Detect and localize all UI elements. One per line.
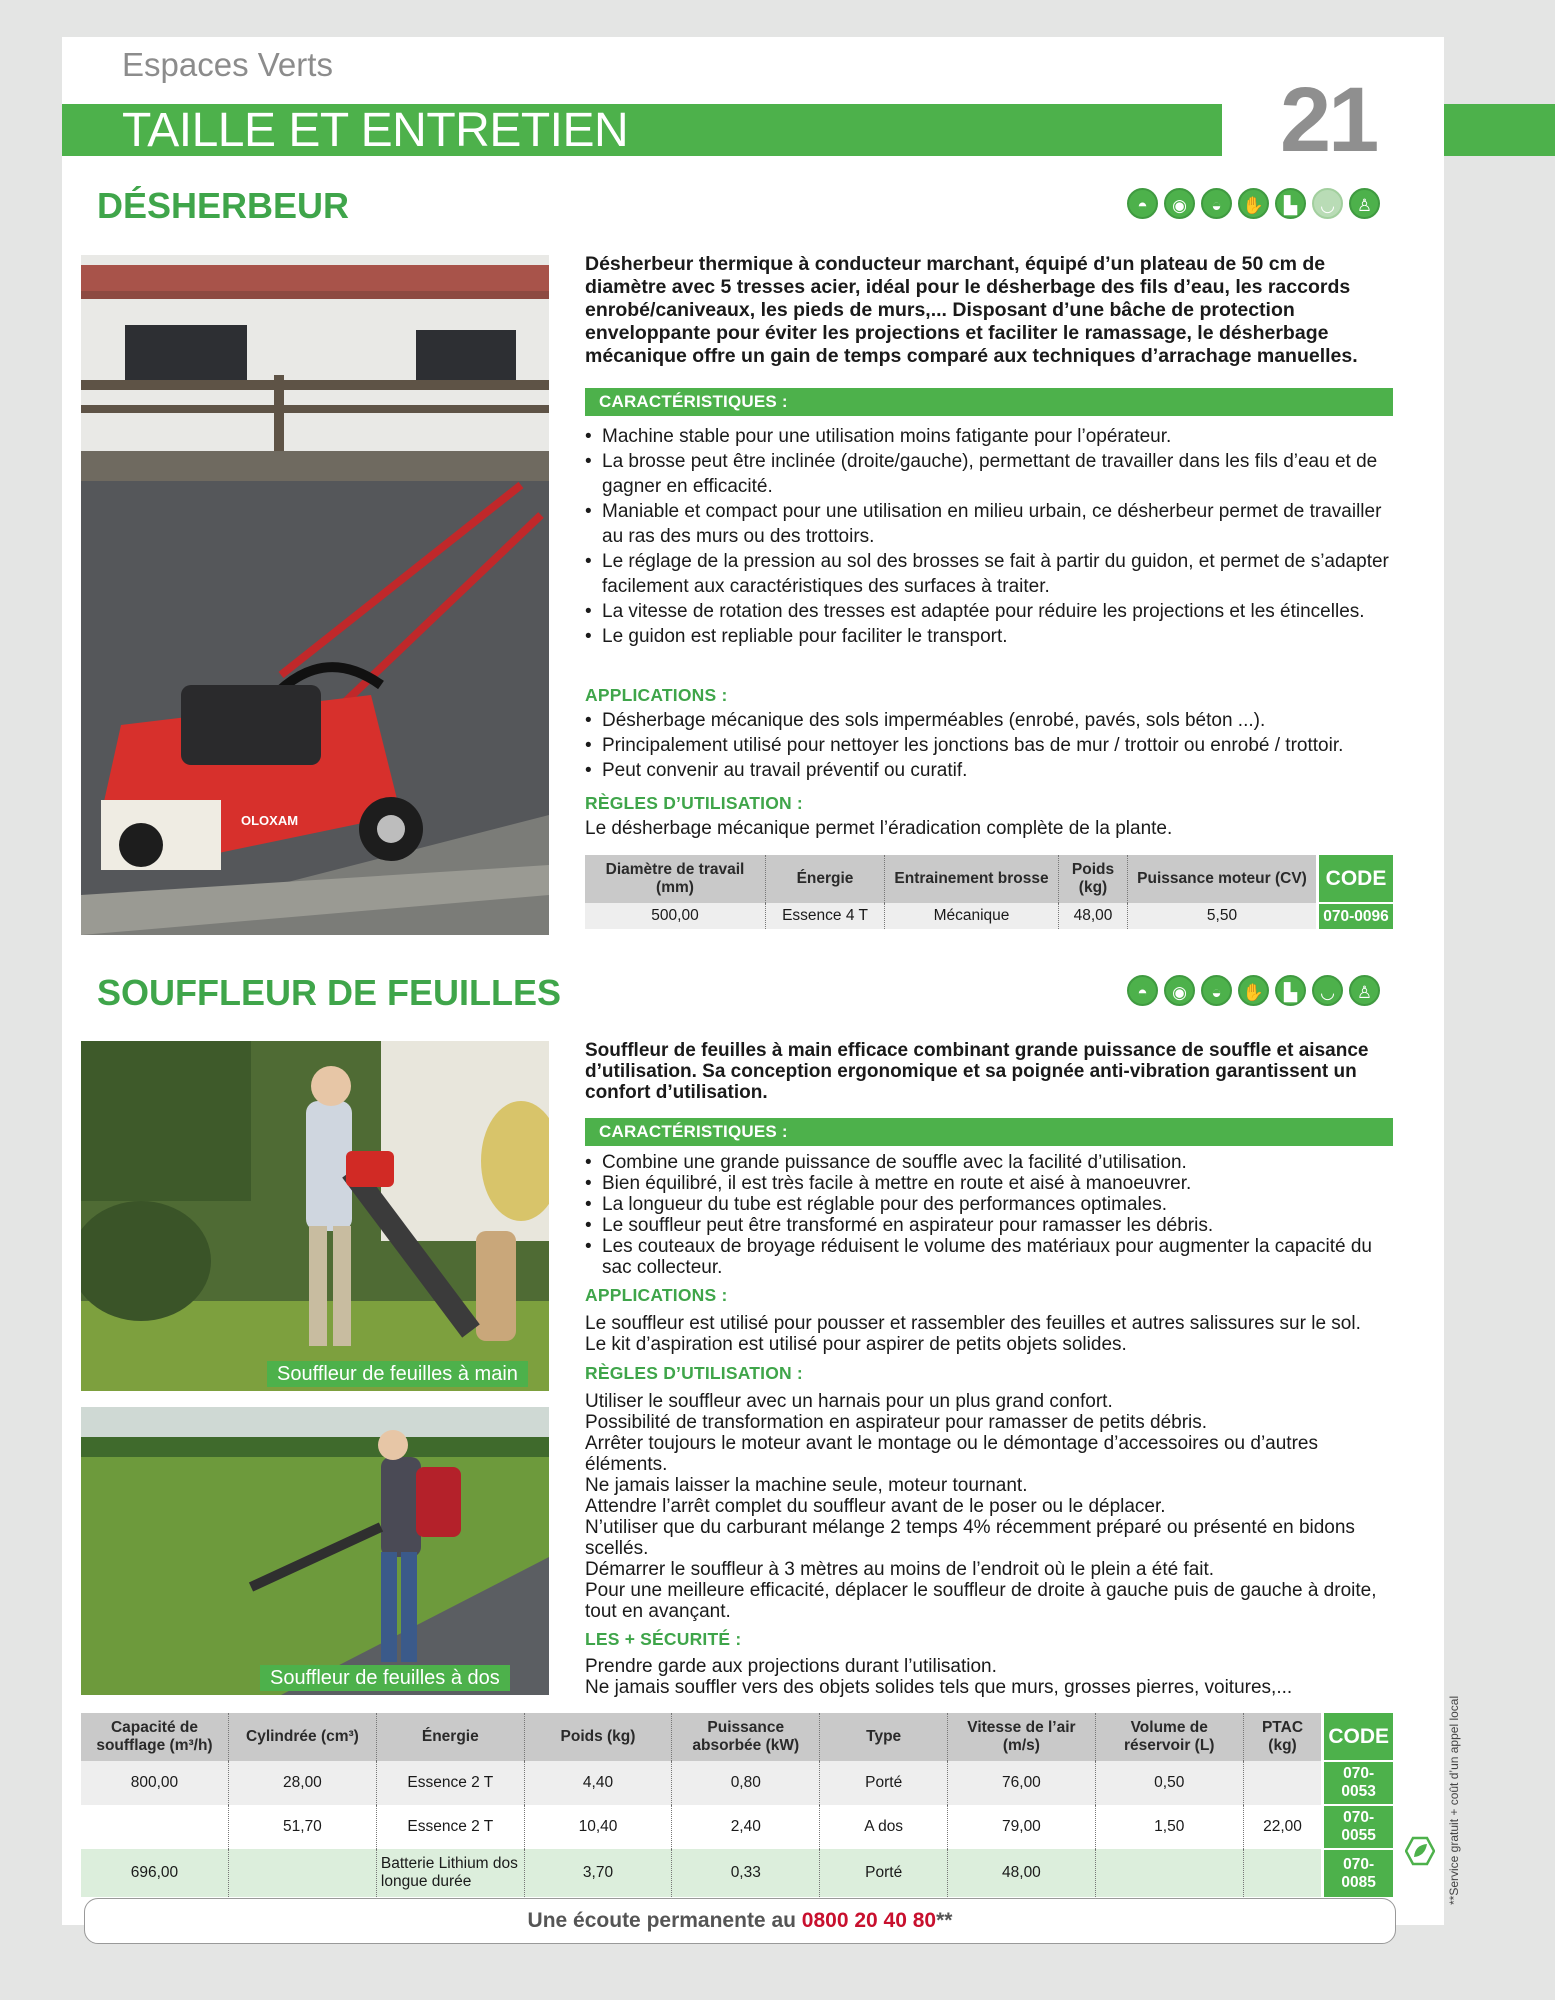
safety-boots-icon: ▙ xyxy=(1275,975,1306,1006)
regle-line: Pour une meilleure efficacité, déplacer le souffleur de droite à gauche puis de gauche à droite, tout en avançant. xyxy=(585,1580,1377,1622)
table-cell: Mécanique xyxy=(885,903,1059,929)
table-header-row xyxy=(585,855,1393,903)
list-item: • La brosse peut être inclinée (droite/gauche), permettant de travailler dans les fils d’eau et de gagner en efficacité. xyxy=(585,449,1395,499)
col-energie: Énergie xyxy=(376,1713,524,1761)
page-title: TAILLE ET ENTRETIEN xyxy=(122,104,629,157)
souffleur-dos-caption: Souffleur de feuilles à dos xyxy=(260,1665,510,1691)
securite-line: Ne jamais souffler vers des objets solides tels que murs, grosses pierres, voitures,... xyxy=(585,1677,1293,1698)
table-cell: 10,40 xyxy=(524,1805,672,1849)
protective-glasses-icon: ◓ xyxy=(1127,975,1158,1006)
table-cell xyxy=(1243,1849,1323,1897)
table-cell: 0,80 xyxy=(672,1761,820,1805)
souffleur-securite xyxy=(585,1656,1395,1698)
souffleur-caracteristiques-bar: CARACTÉRISTIQUES : xyxy=(585,1118,1393,1146)
list-item: • Désherbage mécanique des sols imperméables (enrobé, pavés, sols béton ...). xyxy=(585,708,1395,733)
souffleur-main-photo xyxy=(81,1041,549,1391)
table-cell: Essence 2 T xyxy=(376,1805,524,1849)
table-cell: 800,00 xyxy=(81,1761,228,1805)
desherbeur-caracteristiques-bar: CARACTÉRISTIQUES : xyxy=(585,388,1393,416)
gloves-icon: ✋ xyxy=(1238,188,1269,219)
col-capacite: Capacité de soufflage (m³/h) xyxy=(81,1713,228,1761)
table-row xyxy=(81,1849,1393,1897)
hotline-stars: ** xyxy=(936,1909,953,1932)
souffleur-regles xyxy=(585,1391,1395,1622)
safety-boots-icon: ▙ xyxy=(1275,188,1306,219)
protective-clothing-icon: ♙ xyxy=(1349,975,1380,1006)
hotline-text: Une écoute permanente au xyxy=(527,1909,796,1932)
col-poids: Poids (kg) xyxy=(524,1713,672,1761)
col-puissance: Puissance absorbée (kW) xyxy=(672,1713,820,1761)
regle-line: Démarrer le souffleur à 3 mètres au moins de l’endroit où le plein a été fait. xyxy=(585,1559,1215,1580)
list-item: • Maniable et compact pour une utilisation en milieu urbain, ce désherbeur permet de travailler au ras des murs ou des trottoirs. xyxy=(585,499,1395,549)
regle-line: Arrêter toujours le moteur avant le montage ou le démontage d’accessoires ou d’autres éléments. xyxy=(585,1433,1318,1475)
souffleur-applications xyxy=(585,1313,1395,1355)
section-label: Espaces Verts xyxy=(122,46,333,83)
desherbeur-regles-text: Le désherbage mécanique permet l’éradication complète de la plante. xyxy=(585,818,1173,839)
desherbeur-caracteristiques-list xyxy=(585,424,1395,649)
product-code: 070-0053 xyxy=(1323,1761,1393,1805)
table-cell: 3,70 xyxy=(524,1849,672,1897)
ear-protection-icon: ◉ xyxy=(1164,188,1195,219)
table-cell: 28,00 xyxy=(228,1761,376,1805)
protective-clothing-icon: ♙ xyxy=(1349,188,1380,219)
col-code: CODE xyxy=(1323,1713,1393,1761)
protective-glasses-icon: ◓ xyxy=(1127,188,1158,219)
desherbeur-applications-label: APPLICATIONS : xyxy=(585,685,728,705)
souffleur-regles-label: RÈGLES D’UTILISATION : xyxy=(585,1363,803,1383)
regle-line: Attendre l’arrêt complet du souffleur avant de le poser ou le déplacer. xyxy=(585,1496,1166,1517)
col-vitesse: Vitesse de l’air (m/s) xyxy=(948,1713,1096,1761)
product-code: 070-0085 xyxy=(1323,1849,1393,1897)
helmet-icon: ◒ xyxy=(1201,188,1232,219)
product-code: 070-0096 xyxy=(1318,903,1394,929)
souffleur-spec-table xyxy=(81,1713,1393,1897)
col-diametre: Diamètre de travail (mm) xyxy=(585,855,766,903)
product-code: 070-0055 xyxy=(1323,1805,1393,1849)
table-cell: Porté xyxy=(820,1849,948,1897)
col-cylindree: Cylindrée (cm³) xyxy=(228,1713,376,1761)
regle-line: Possibilité de transformation en aspirateur pour ramasser de petits débris. xyxy=(585,1412,1208,1433)
table-cell: 500,00 xyxy=(585,903,766,929)
souffleur-caracteristiques-list xyxy=(585,1152,1395,1278)
souffleur-main-illustration xyxy=(81,1041,549,1391)
desherbeur-regles-label: RÈGLES D’UTILISATION : xyxy=(585,793,803,813)
regle-line: Utiliser le souffleur avec un harnais pour un plus grand confort. xyxy=(585,1391,1113,1412)
desherbeur-photo xyxy=(81,255,549,935)
list-item: • Combine une grande puissance de souffle avec la facilité d’utilisation. xyxy=(585,1152,1395,1173)
leaf-icon xyxy=(1405,1836,1435,1866)
desherbeur-spec-table xyxy=(585,855,1393,929)
souffleur-description: Souffleur de feuilles à main efficace combinant grande puissance de souffle et aisance d’utilisation. Sa conception ergonomique et sa poignée anti-vibration garantissent un confort d’utilisation. xyxy=(585,1040,1369,1103)
table-header-row xyxy=(81,1713,1393,1761)
table-cell: 1,50 xyxy=(1095,1805,1243,1849)
table-cell xyxy=(1095,1849,1243,1897)
list-item: • Peut convenir au travail préventif ou curatif. xyxy=(585,758,1395,783)
table-cell: 51,70 xyxy=(228,1805,376,1849)
col-ptac: PTAC (kg) xyxy=(1243,1713,1323,1761)
list-item: • La vitesse de rotation des tresses est adaptée pour réduire les projections et les étincelles. xyxy=(585,599,1395,624)
securite-line: Prendre garde aux projections durant l’utilisation. xyxy=(585,1656,997,1677)
list-item: • Le réglage de la pression au sol des brosses se fait à partir du guidon, et permet de s’adapter facilement aux caractéristiques des surfaces à traiter. xyxy=(585,549,1395,599)
desherbeur-applications-list xyxy=(585,708,1395,783)
list-item: • Le souffleur peut être transformé en aspirateur pour ramasser les débris. xyxy=(585,1215,1395,1236)
col-code: CODE xyxy=(1318,855,1394,903)
col-volume: Volume de réservoir (L) xyxy=(1095,1713,1243,1761)
table-cell: 0,33 xyxy=(672,1849,820,1897)
list-item: • Machine stable pour une utilisation moins fatigante pour l’opérateur. xyxy=(585,424,1395,449)
desherbeur-description: Désherbeur thermique à conducteur marchant, équipé d’un plateau de 50 cm de diamètre avec 5 tresses acier, idéal pour le désherbage des fils d’eau, les raccords enrobé/caniveaux, les pieds de murs,... Disposant d’une bâche de protection enveloppante pour éviter les projections et faciliter le ramassage, le désherbage mécanique offre un gain de temps comparé aux techniques d’arrachage manuelles. xyxy=(585,253,1358,367)
ear-protection-icon: ◉ xyxy=(1164,975,1195,1006)
applications-line: Le souffleur est utilisé pour pousser et rassembler des feuilles et autres salissures sur le sol. xyxy=(585,1313,1361,1334)
table-row xyxy=(81,1761,1393,1805)
desherbeur-photo-illustration xyxy=(81,255,549,935)
souffleur-dos-photo xyxy=(81,1407,549,1695)
table-cell: Essence 4 T xyxy=(766,903,885,929)
mask-icon: ◡ xyxy=(1312,975,1343,1006)
table-cell: 2,40 xyxy=(672,1805,820,1849)
list-item: • Principalement utilisé pour nettoyer les jonctions bas de mur / trottoir ou enrobé / trottoir. xyxy=(585,733,1395,758)
desherbeur-safety-icons xyxy=(1127,188,1380,219)
souffleur-securite-label: LES + SÉCURITÉ : xyxy=(585,1629,742,1649)
page-number: 21 xyxy=(1280,69,1377,171)
table-row xyxy=(81,1805,1393,1849)
regle-line: Ne jamais laisser la machine seule, moteur tournant. xyxy=(585,1475,1028,1496)
table-cell: 22,00 xyxy=(1243,1805,1323,1849)
souffleur-applications-label: APPLICATIONS : xyxy=(585,1285,728,1305)
col-poids: Poids (kg) xyxy=(1059,855,1128,903)
table-cell: 76,00 xyxy=(948,1761,1096,1805)
table-cell: Essence 2 T xyxy=(376,1761,524,1805)
col-entrainement: Entrainement brosse xyxy=(885,855,1059,903)
regle-line: N’utiliser que du carburant mélange 2 temps 4% récemment préparé ou présenté en bidons scellés. xyxy=(585,1517,1355,1559)
table-cell: Porté xyxy=(820,1761,948,1805)
table-cell xyxy=(81,1805,228,1849)
applications-line: Le kit d’aspiration est utilisé pour aspirer de petits objets solides. xyxy=(585,1334,1127,1355)
col-puissance: Puissance moteur (CV) xyxy=(1128,855,1318,903)
service-side-note: **Service gratuit + coût d’un appel local xyxy=(1447,1695,1461,1905)
souffleur-title: SOUFFLEUR DE FEUILLES xyxy=(97,972,562,1013)
list-item: • La longueur du tube est réglable pour des performances optimales. xyxy=(585,1194,1395,1215)
table-cell: 48,00 xyxy=(1059,903,1128,929)
desherbeur-title: DÉSHERBEUR xyxy=(97,185,350,226)
table-cell: 696,00 xyxy=(81,1849,228,1897)
list-item: • Bien équilibré, il est très facile à mettre en route et aisé à manoeuvrer. xyxy=(585,1173,1395,1194)
hotline-footer xyxy=(84,1898,1396,1944)
helmet-icon: ◒ xyxy=(1201,975,1232,1006)
col-energie: Énergie xyxy=(766,855,885,903)
table-cell xyxy=(228,1849,376,1897)
souffleur-safety-icons xyxy=(1127,975,1380,1006)
souffleur-dos-illustration xyxy=(81,1407,549,1695)
list-item: • Le guidon est repliable pour faciliter le transport. xyxy=(585,624,1395,649)
table-cell: 48,00 xyxy=(948,1849,1096,1897)
table-cell: 4,40 xyxy=(524,1761,672,1805)
col-type: Type xyxy=(820,1713,948,1761)
table-cell: Batterie Lithium dos longue durée xyxy=(376,1849,524,1897)
table-cell: 5,50 xyxy=(1128,903,1318,929)
souffleur-main-caption: Souffleur de feuilles à main xyxy=(267,1361,528,1387)
side-tab xyxy=(1444,104,1555,156)
table-cell: 0,50 xyxy=(1095,1761,1243,1805)
hotline-phone[interactable]: 0800 20 40 80 xyxy=(801,1909,937,1932)
gloves-icon: ✋ xyxy=(1238,975,1269,1006)
mask-icon: ◡ xyxy=(1312,188,1343,219)
table-row xyxy=(585,903,1393,929)
table-cell xyxy=(1243,1761,1323,1805)
table-cell: A dos xyxy=(820,1805,948,1849)
table-cell: 79,00 xyxy=(948,1805,1096,1849)
list-item: • Les couteaux de broyage réduisent le volume des matériaux pour augmenter la capacité du sac collecteur. xyxy=(585,1236,1395,1278)
desherbeur-photo-brand: OLOXAM xyxy=(241,813,299,828)
